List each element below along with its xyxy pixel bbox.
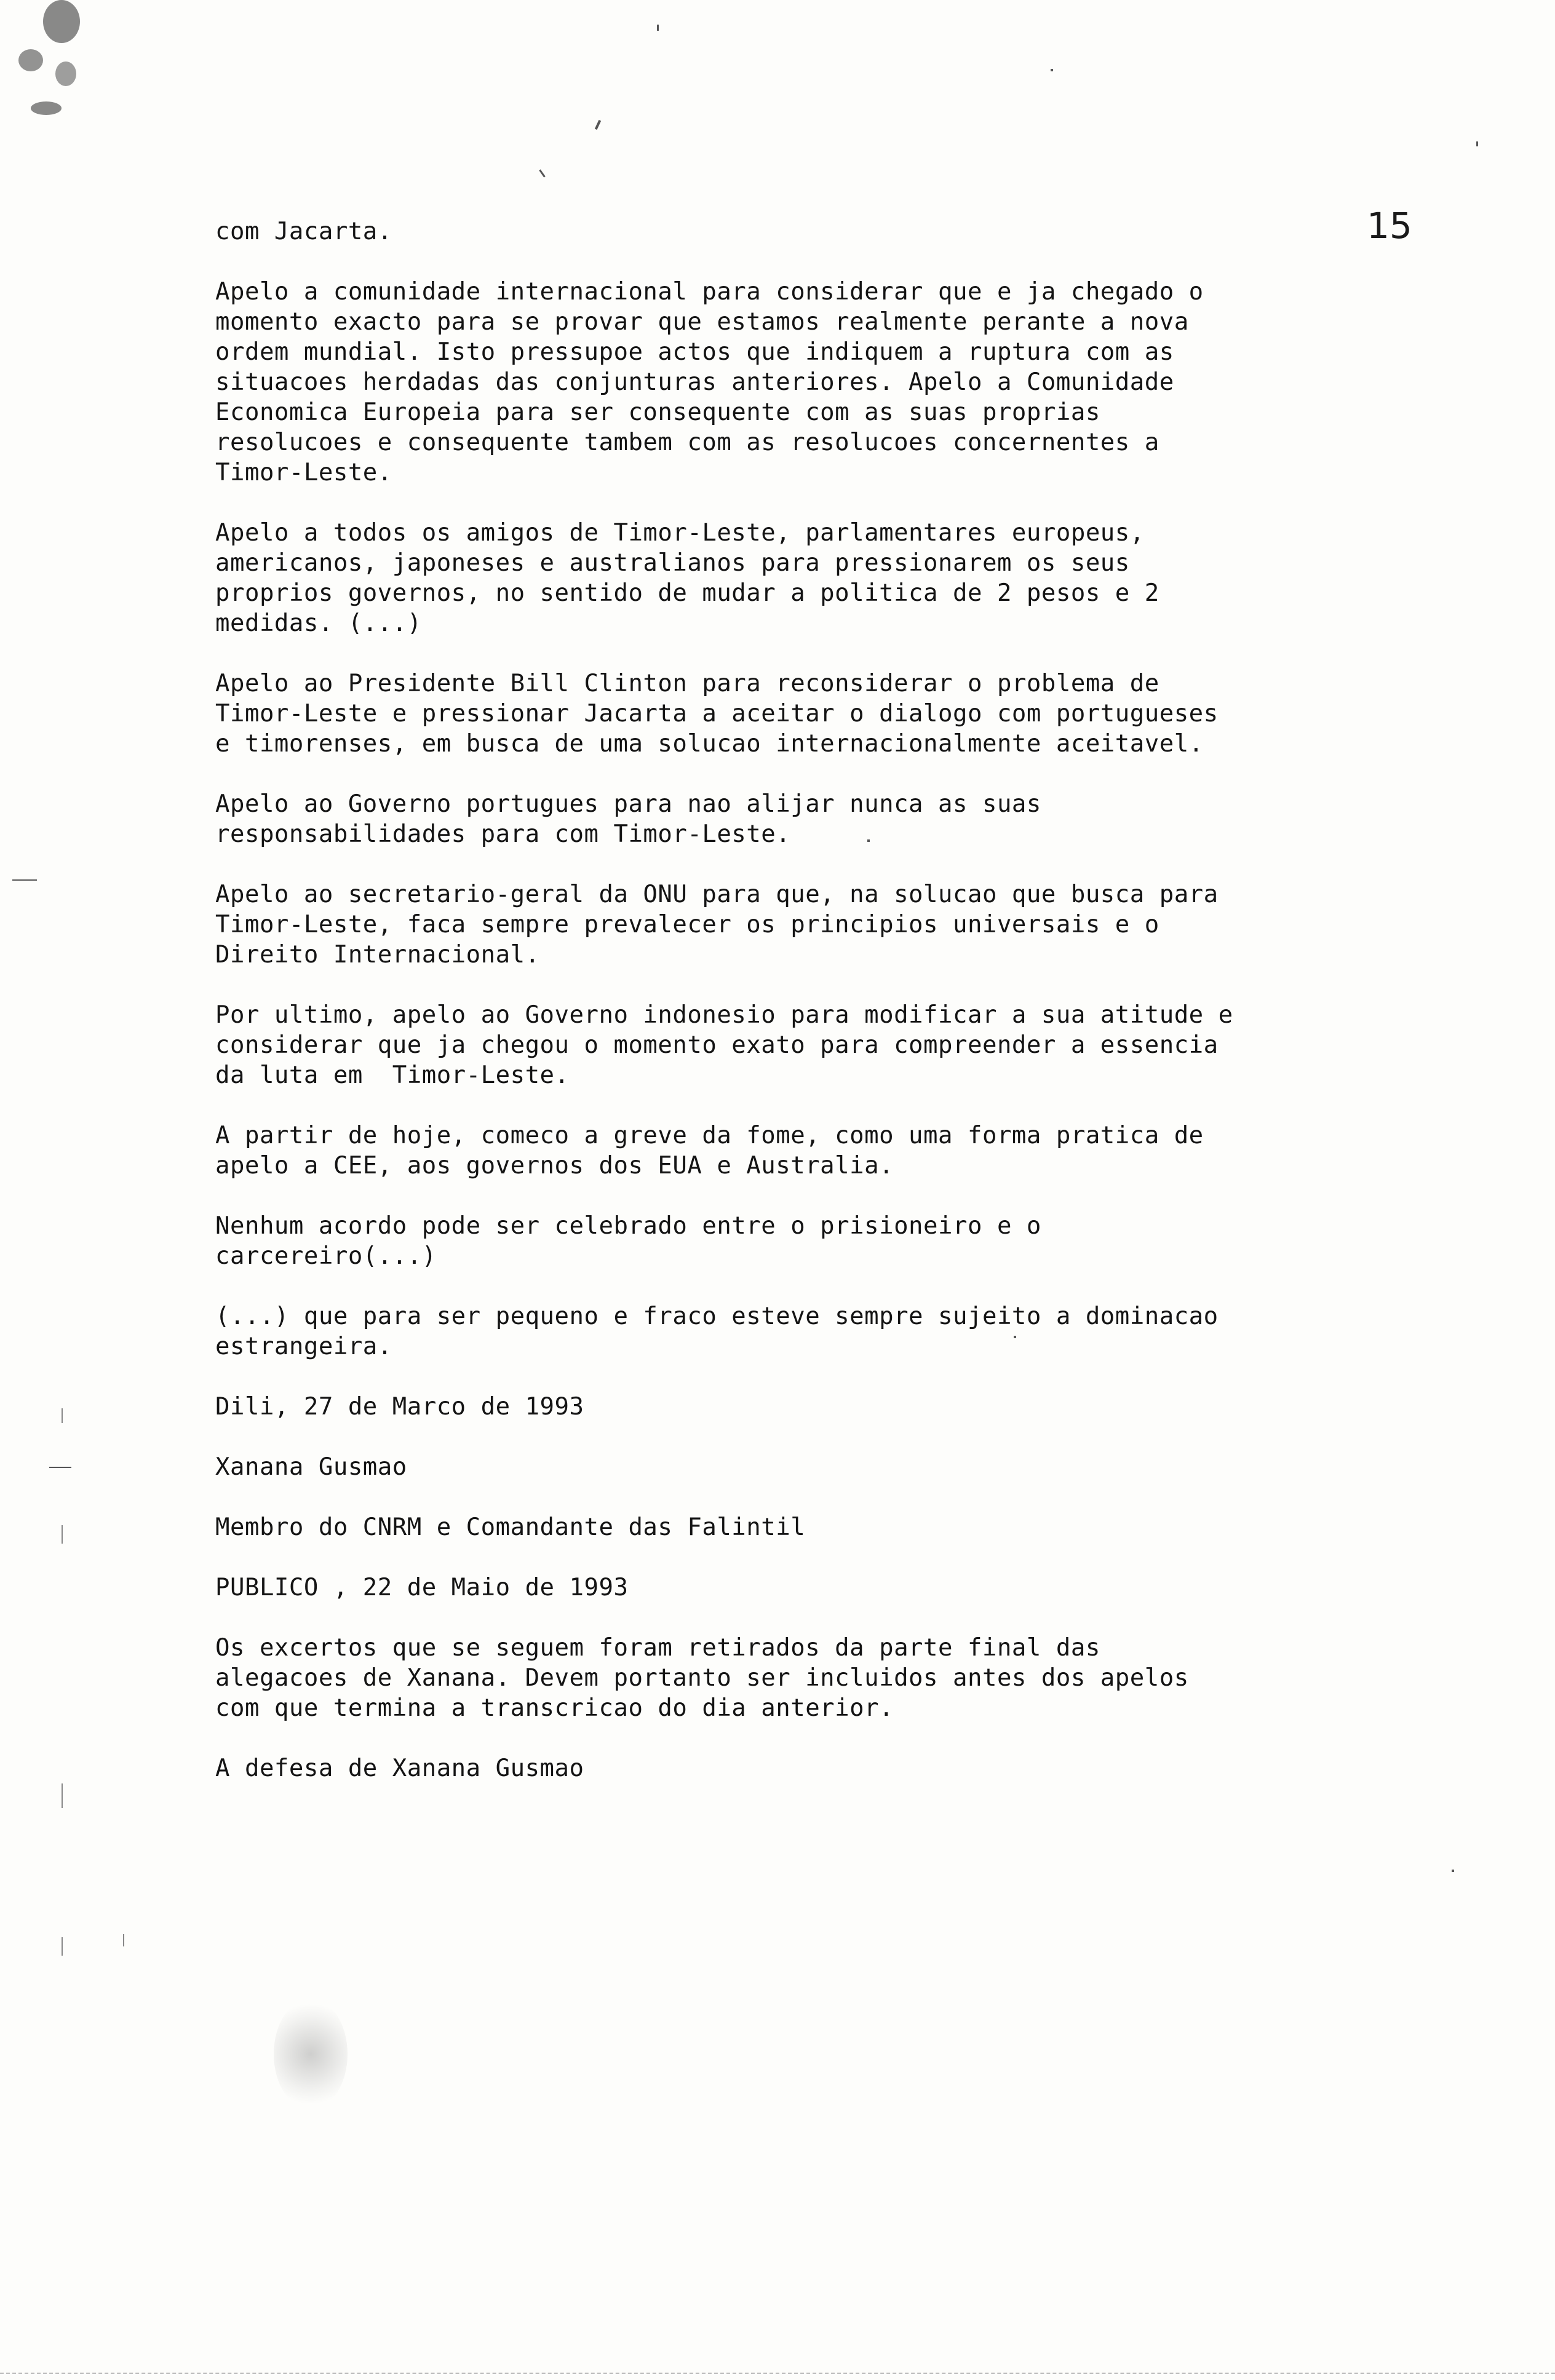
paragraph-appeal-international-community: Apelo a comunidade internacional para considerar que e ja chegado o momento exacto para se provar que estamos realmente perante a nova ordem mundial. Isto pressupoe actos que indiquem a ruptura com as situacoes herdadas das conjunturas anteriores. Apelo a Comunidade Economica Europeia para ser consequente com as suas proprias resolucoes e consequente tambem com as resolucoes concernentes a Timor-Leste.: [215, 278, 1204, 486]
paragraph-small-and-weak: (...) que para ser pequeno e fraco esteve sempre sujeito a dominacao estrangeira.: [215, 1303, 1219, 1360]
source-line: PUBLICO , 22 de Maio de 1993: [215, 1574, 629, 1601]
paragraph-appeal-friends: Apelo a todos os amigos de Timor-Leste, parlamentares europeus, americanos, japoneses e australianos para pressionarem os seus proprios governos, no sentido de mudar a politica de 2 pesos e 2 medidas. (...): [215, 519, 1159, 637]
scan-smudge-top-left-3: [55, 61, 76, 86]
signature-name: Xanana Gusmao: [215, 1453, 407, 1481]
scan-smudge-top-left-4: [31, 101, 62, 115]
signature-title: Membro do CNRM e Comandante das Falintil: [215, 1513, 806, 1541]
document-body: [215, 216, 1433, 1814]
paragraph-editor-note: Os excertos que se seguem foram retirados da parte final das alegacoes de Xanana. Devem portanto ser incluidos antes dos apelos com que termina a transcricao do dia anterior.: [215, 1634, 1189, 1722]
scan-bottom-edge: [0, 2373, 1555, 2374]
section-heading-defesa: A defesa de Xanana Gusmao: [215, 1755, 584, 1782]
scan-speck: [1476, 141, 1478, 146]
scan-edge-mark: [62, 1408, 63, 1423]
paragraph-appeal-un: Apelo ao secretario-geral da ONU para que, na solucao que busca para Timor-Leste, faca sempre prevalecer os principios universais e o Direito Internacional.: [215, 881, 1219, 969]
scan-halftone-spot: [274, 1999, 348, 2109]
scan-edge-mark: [62, 1937, 63, 1956]
paragraph-appeal-indonesian-government: Por ultimo, apelo ao Governo indonesio para modificar a sua atitude e considerar que ja chegou o momento exato para compreender a essencia da luta em Timor-Leste.: [215, 1001, 1233, 1089]
paragraph-hunger-strike: A partir de hoje, comeco a greve da fome, como uma forma pratica de apelo a CEE, aos governos dos EUA e Australia.: [215, 1122, 1204, 1180]
scan-speck: [657, 25, 659, 31]
scan-speck: [12, 879, 37, 881]
page-number: 15: [1367, 205, 1412, 247]
scan-speck: [539, 169, 545, 177]
paragraph-appeal-clinton: Apelo ao Presidente Bill Clinton para reconsiderar o problema de Timor-Leste e pressionar Jacarta a aceitar o dialogo com portugueses e timorenses, em busca de uma solucao internacionalmente aceitavel.: [215, 670, 1219, 758]
scan-speck: [1452, 1870, 1454, 1872]
scan-speck: [1051, 69, 1053, 71]
scan-speck: [595, 120, 601, 130]
scan-edge-mark: [123, 1934, 124, 1946]
scan-smudge-top-left: [43, 0, 80, 43]
scan-edge-mark: [62, 1525, 63, 1544]
dateline: Dili, 27 de Marco de 1993: [215, 1393, 584, 1421]
scan-edge-mark: [62, 1783, 63, 1808]
paragraph-no-agreement: Nenhum acordo pode ser celebrado entre o prisioneiro e o carcereiro(...): [215, 1212, 1041, 1270]
paragraph-opening-line: com Jacarta.: [215, 218, 392, 245]
scan-smudge-top-left-2: [18, 49, 43, 71]
scan-speck: [49, 1467, 71, 1468]
paragraph-appeal-portuguese-government: Apelo ao Governo portugues para nao alijar nunca as suas responsabilidades para com Timor-Leste.: [215, 790, 1041, 848]
